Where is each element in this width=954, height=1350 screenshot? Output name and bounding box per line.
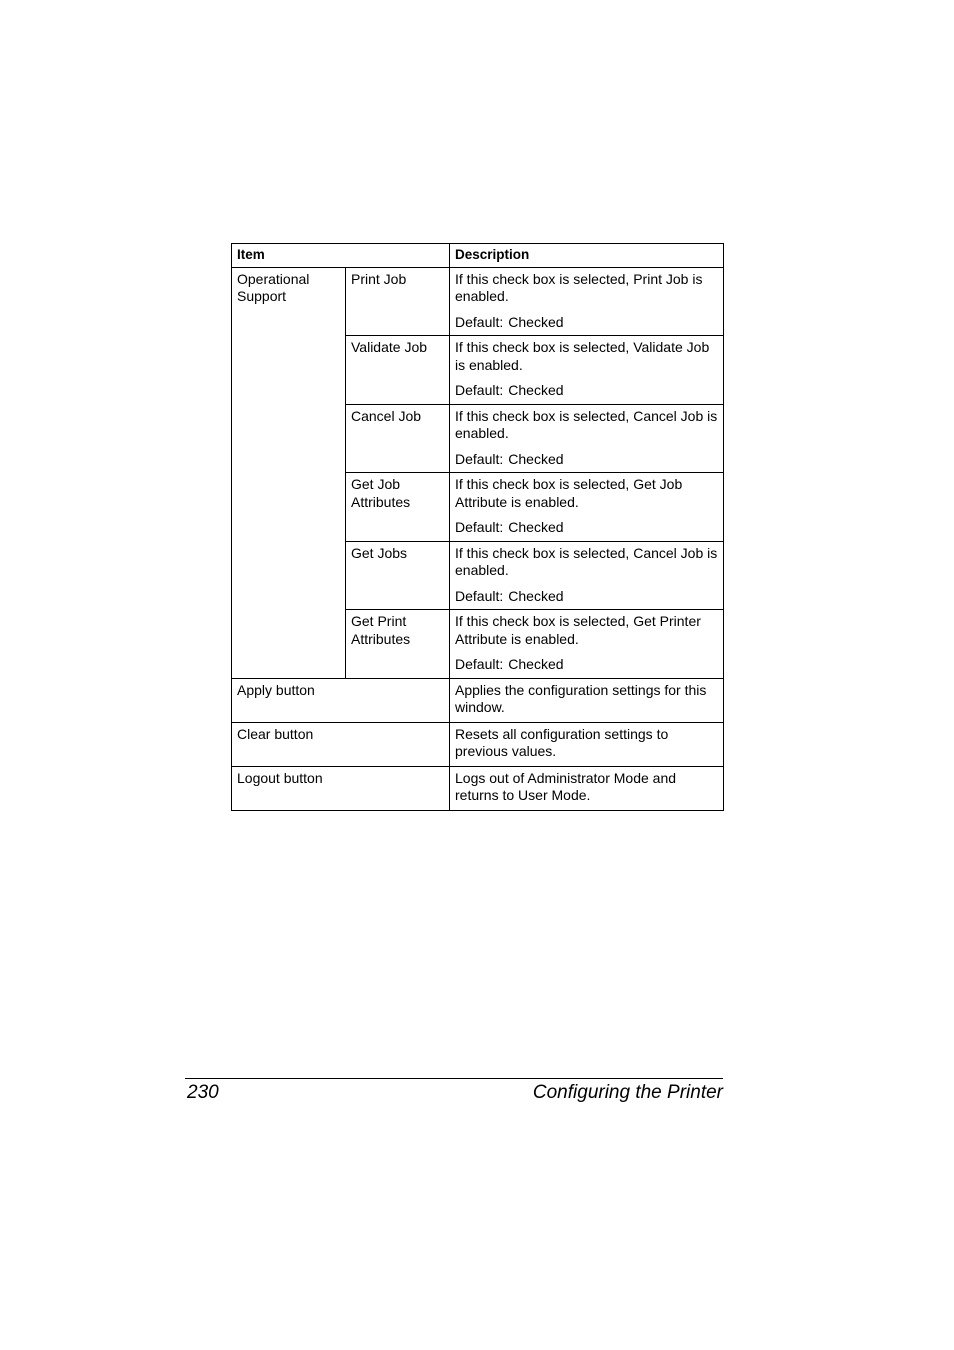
sub-item-description: If this check box is selected, Get Job Attribute is enabled. (455, 476, 683, 510)
default-value: Checked (508, 587, 564, 604)
default-value: Checked (508, 656, 564, 672)
sub-item-name: Print Job (346, 267, 450, 336)
sub-item-description-cell (450, 610, 724, 679)
sub-item-description: If this check box is selected, Cancel Job is enabled. (455, 407, 718, 441)
table-header-row (232, 244, 724, 268)
sub-item-name: Validate Job (346, 336, 450, 405)
table-row (232, 722, 724, 766)
default-line (455, 519, 718, 541)
row-item-description: Logs out of Administrator Mode and returns to User Mode. (450, 766, 724, 810)
sub-item-description-cell (450, 541, 724, 610)
section-title: Configuring the Printer (532, 1082, 723, 1103)
default-line (455, 656, 718, 678)
settings-table (231, 243, 724, 811)
table-row (232, 678, 724, 722)
sub-item-description: If this check box is selected, Validate Job is enabled. (455, 339, 710, 373)
default-line (455, 588, 718, 610)
default-label: Default: (455, 656, 504, 672)
row-item-description: Resets all configuration settings to previous values. (450, 722, 724, 766)
header-description: Description (450, 244, 724, 268)
sub-item-name: Get Job Attributes (346, 473, 450, 542)
default-value: Checked (508, 450, 564, 467)
sub-item-description: If this check box is selected, Print Job is enabled. (455, 270, 703, 304)
default-label: Default: (455, 519, 504, 535)
table-row (232, 267, 724, 336)
page-number: 230 (187, 1082, 219, 1103)
row-item-name: Logout button (232, 766, 450, 810)
row-item-name: Apply button (232, 678, 450, 722)
header-item: Item (232, 244, 450, 268)
sub-item-description: If this check box is selected, Cancel Job is enabled. (455, 544, 718, 578)
default-label: Default: (455, 382, 504, 398)
default-label: Default: (455, 450, 504, 467)
sub-item-description: If this check box is selected, Get Printer Attribute is enabled. (455, 613, 701, 647)
group-label-operational-support: Operational Support (232, 267, 346, 678)
default-line (455, 314, 718, 336)
row-item-description: Applies the configuration settings for this window. (450, 678, 724, 722)
default-value: Checked (508, 519, 564, 535)
default-line (455, 382, 718, 404)
footer-divider (185, 1078, 723, 1079)
default-line (455, 451, 718, 473)
row-item-name: Clear button (232, 722, 450, 766)
sub-item-description-cell (450, 473, 724, 542)
sub-item-description-cell (450, 336, 724, 405)
table-row (232, 766, 724, 810)
sub-item-description-cell (450, 267, 724, 336)
sub-item-name: Cancel Job (346, 404, 450, 473)
sub-item-description-cell (450, 404, 724, 473)
default-value: Checked (508, 313, 564, 330)
default-label: Default: (455, 587, 504, 604)
default-value: Checked (508, 382, 564, 398)
sub-item-name: Get Print Attributes (346, 610, 450, 679)
sub-item-name: Get Jobs (346, 541, 450, 610)
default-label: Default: (455, 313, 504, 330)
